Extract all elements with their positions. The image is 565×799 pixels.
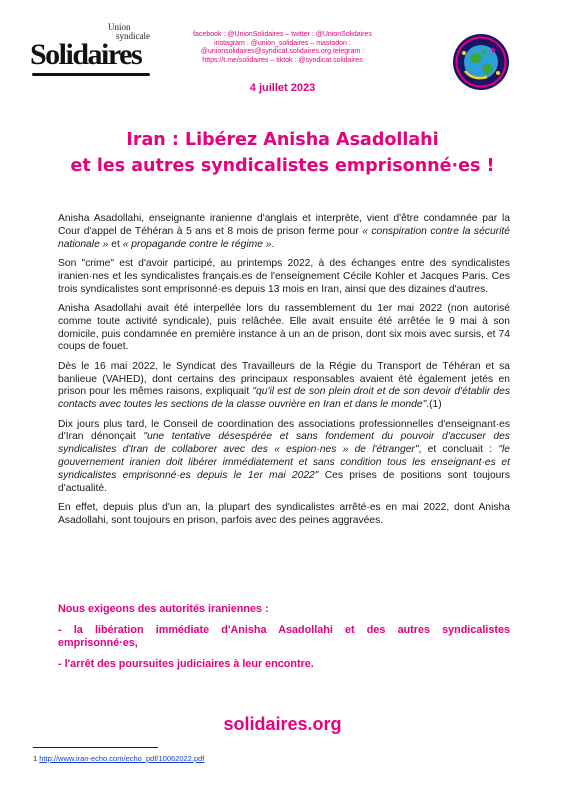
logo-underline xyxy=(32,73,150,76)
text-run: . xyxy=(271,238,275,250)
page-title xyxy=(40,127,525,179)
demands-block xyxy=(58,603,510,678)
website-label: solidaires.org xyxy=(223,714,342,734)
demands-intro: Nous exigeons des autorités iraniennes : xyxy=(58,603,269,615)
quote: "qu'il est de son plein droit et de son devoir d'établir des contacts avec toutes les sections de la classe ouvrière en Iran et dans le monde" xyxy=(58,386,510,411)
globe-badge-icon xyxy=(452,33,510,91)
demand-item: - la libération immédiate d'Anisha Asadollahi et des autres syndicalistes emprisonné·es, xyxy=(58,623,510,649)
text-run: , et concluait : xyxy=(418,444,499,456)
text-run: et xyxy=(108,238,123,250)
text-run: Dès le 16 mai 2022, le Syndicat des Travailleurs de la Régie du Transport de Téhéran et sa banlieue (VAHED), dont certains des principaux responsables avaient été également jetés en prison pour les mêmes raisons, expliquait xyxy=(58,360,510,398)
quote: « conspiration contre la sécurité nationale » xyxy=(58,225,510,250)
footnote-number: 1 xyxy=(33,754,38,763)
paragraph xyxy=(58,361,510,412)
logo-union-text: Union xyxy=(108,22,131,32)
footnote-divider xyxy=(33,747,158,748)
paragraph xyxy=(58,419,510,496)
document-date: 4 juillet 2023 xyxy=(249,82,316,94)
text-run: Ces prises de positions sont toujours d'actualité. xyxy=(58,469,510,494)
quote: « propagande contre le régime » xyxy=(122,238,272,250)
social-line: facebook : @UnionSolidaires – twitter : @UnionSolidaires xyxy=(193,31,372,38)
paragraph: Anisha Asadollahi avait été interpellée lors du rassemblement du 1er mai 2022 (non autorisé comme toute activité syndicale), puis relâchée. Elle avait ensuite été arrêtée le 9 mai à son domicile, puis condamnée en première instance à un an de prison, dont six mois avec sursis, et 74 coups de fouet. xyxy=(58,302,510,353)
article-body xyxy=(58,213,510,534)
social-links xyxy=(170,31,395,65)
logo-brand-text: Solidaires xyxy=(30,38,142,71)
quote: "le gouvernement iranien doit libérer immédiatement et sans condition tous les enseignant·es et syndicalistes emprisonné·es depuis le 1er mai 2022" xyxy=(58,444,510,481)
text-run: .(1) xyxy=(426,399,442,411)
demand-item: - l'arrêt des poursuites judiciaires à leur encontre. xyxy=(58,657,314,670)
social-line: @unionsolidaires@syndicat.solidaires.org telegram : xyxy=(200,48,365,56)
logo-syndicale-text: syndicale xyxy=(116,31,150,41)
solidaires-logo xyxy=(30,22,160,82)
quote: "une tentative désespérée et sans fondement du pouvoir d'accuser des syndicalistes d'Iran de collaborer avec des « espion·nes » de l'étranger" xyxy=(58,431,510,456)
social-line: https://t.me/solidaires – tiktok : @syndicat.solidaires xyxy=(202,56,363,64)
paragraph: En effet, depuis plus d'un an, la plupart des syndicalistes arrêté·es en mai 2022, dont Anisha Asadollahi, sont toujours en prison, parfois avec des peines aggravées. xyxy=(58,501,510,526)
paragraph: Son "crime" est d'avoir participé, au printemps 2022, à des échanges entre des syndicalistes iranien·nes et les syndicalistes français.es de l'enseignement Cécile Kohler et Jacques Paris. Ces trois syndicalistes sont emprisonné·es depuis 13 mois en Iran, ainsi que des dizaines d'autres. xyxy=(58,257,510,295)
footnote-link[interactable]: http://www.iran-echo.com/echo_pdf/10062022.pdf xyxy=(39,754,205,763)
text-run: Anisha Asadollahi, enseignante iranienne d'anglais et interprète, vient d'être condamnée par la Cour d'appel de Téhéran à 5 ans et 8 mois de prison ferme pour xyxy=(58,213,510,237)
footnote xyxy=(33,754,204,763)
title-line: Iran : Libérez Anisha Asadollahi xyxy=(126,130,439,150)
text-run: Dix jours plus tard, le Conseil de coordination des associations professionnelles d'enseignant·es d'Iran dénonçait xyxy=(58,418,510,443)
title-line: et les autres syndicalistes emprisonné·es ! xyxy=(70,156,495,176)
paragraph xyxy=(58,213,510,251)
social-line: instagram : @union_solidaires – mastodon : xyxy=(214,39,351,47)
